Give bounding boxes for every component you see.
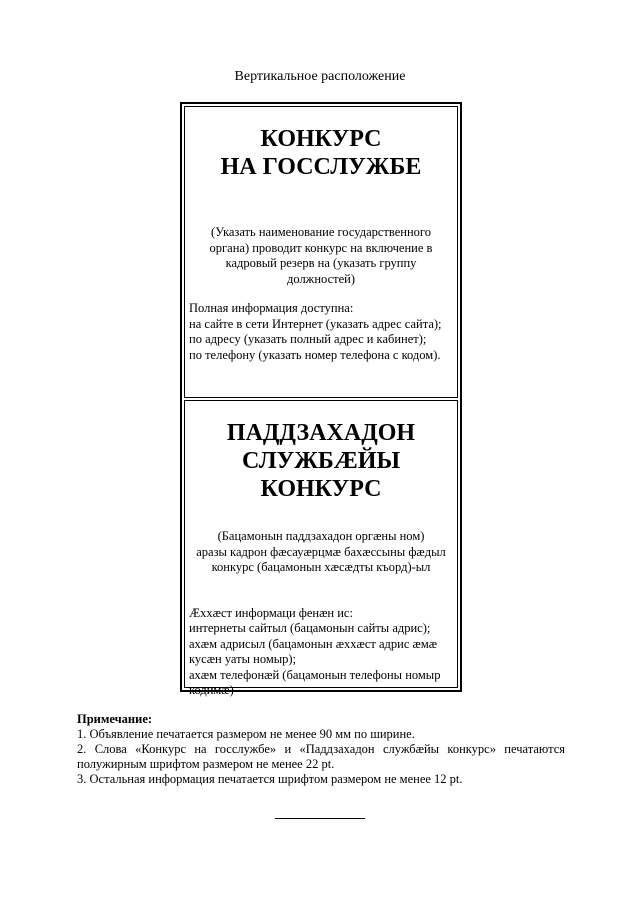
russian-contact-line: по адресу (указать полный адрес и кабинет); [189, 332, 427, 346]
russian-title-line: КОНКУРС [260, 126, 382, 152]
russian-organ-line: органа) проводит конкурс на включение в [209, 240, 433, 255]
ossetian-title [185, 419, 457, 503]
ossetian-organ-line: аразы кадрон фæсауæрцмæ бахæссыны фæдыл [196, 544, 446, 559]
russian-announcement-panel [184, 106, 458, 398]
russian-contact-info [189, 301, 453, 363]
note-item: 2. Слова «Конкурс на госслужбе» и «Паддзахадон службæйы конкурс» печатаются полужирным шрифтом размером не менее 22 pt. [77, 742, 565, 771]
layout-caption: Вертикальное расположение [234, 69, 406, 84]
ossetian-contact-line: кусæн уаты номыр); [189, 652, 297, 666]
note-heading: Примечание: [77, 712, 153, 726]
russian-title [185, 125, 457, 181]
russian-organ-line: должностей) [287, 271, 355, 286]
ossetian-announcement-panel [184, 400, 458, 697]
ossetian-contact-line: Æххæст информаци фенæн ис: [189, 605, 353, 620]
russian-title-line: НА ГОССЛУЖБЕ [220, 154, 422, 180]
russian-organ-line: кадровый резерв на (указать группу [225, 256, 417, 270]
announcement-frame [180, 102, 462, 697]
ossetian-contact-info [189, 606, 453, 699]
note-section [77, 712, 565, 787]
russian-contact-line: Полная информация доступна: [189, 301, 354, 315]
ossetian-contact-line: ахæм телефонæй (бацамонын телефоны номыр [189, 667, 441, 682]
ossetian-contact-line: интернеты сайтыл (бацамонын сайты адрис); [189, 621, 431, 635]
note-item: 3. Остальная информация печатается шрифтом размером не менее 12 pt. [77, 772, 463, 786]
note-item: 1. Объявление печатается размером не менее 90 мм по ширине. [77, 727, 415, 741]
russian-organ-line: (Указать наименование государственного [211, 225, 431, 239]
ossetian-contact-line: ахæм адрисыл (бацамонын æххæст адрис æмæ [189, 636, 438, 651]
ossetian-title-line: ПАДДЗАХАДОН [226, 420, 416, 446]
closing-rule [275, 818, 365, 819]
russian-organ-text [191, 225, 451, 287]
ossetian-organ-line: конкурс (бацамонын хæсæдты къорд)-ыл [211, 560, 431, 574]
russian-contact-line: на сайте в сети Интернет (указать адрес сайта); [189, 316, 442, 331]
ossetian-title-line: СЛУЖБÆЙЫ [241, 448, 401, 474]
ossetian-organ-line: (Бацамонын паддзахадон оргæны ном) [217, 529, 425, 543]
ossetian-organ-text [191, 529, 451, 576]
ossetian-title-line: КОНКУРС [260, 476, 382, 502]
russian-contact-line: по телефону (указать номер телефона с кодом). [189, 347, 441, 362]
ossetian-contact-line: кодимæ) [189, 683, 234, 697]
